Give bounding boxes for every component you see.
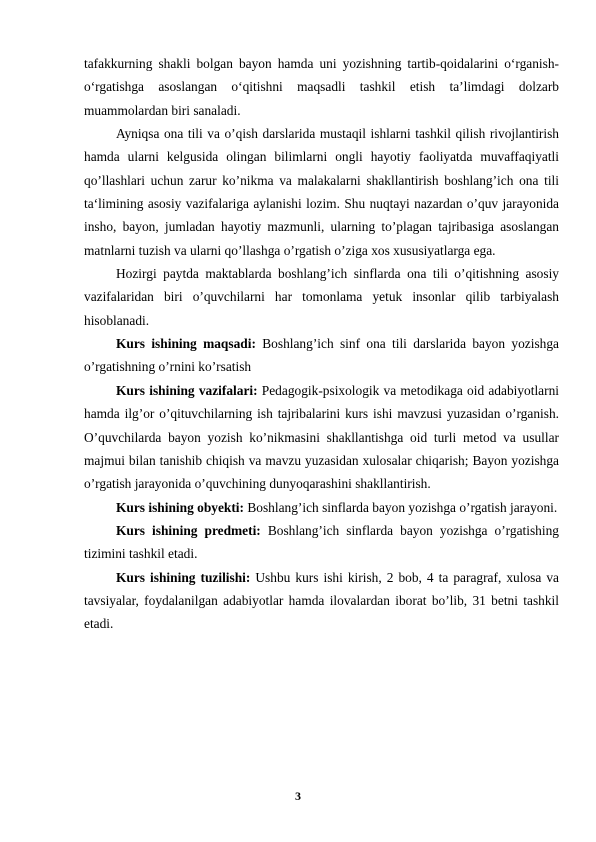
paragraph-text: Boshlang’ich sinflarda bayon yozishga o’rgatishing tizimini tashkil etadi. <box>84 522 559 562</box>
paragraph-course-tasks <box>84 379 559 496</box>
paragraph-heading: Kurs ishining predmeti: <box>116 522 261 538</box>
paragraph-text: tafakkurning shakli bolgan bayon hamda uni yozishning tartib-qoidalarini o‘rganish-o‘rgatishga asoslangan o‘qitishni maqsadli tashkil etish ta’limdagi dolzarb muammolardan biri sanaladi. <box>84 56 559 118</box>
paragraph-course-goal <box>84 332 559 379</box>
paragraph-intro <box>84 52 559 122</box>
paragraph-text: Pedagogik-psixologik va metodikaga oid adabiyotlarni hamda ilg’or o’qituvchilarning ish tajribalarini kurs ishi mavzusi yuzasidan o’rganish. O’quvchilarda bayon yozish ko’nikmasini shakllantishga oid turli metod va usullar majmui bilan tanishib chiqish va mavzu yuzasidan xulosalar chiqarish; Bayon yozishga o’rgatish jarayonida o’quvchining dunyoqarashini shakllantirish. <box>84 382 560 492</box>
paragraph-heading: Kurs ishining maqsadi: <box>116 336 256 352</box>
paragraph-course-subject <box>84 519 559 566</box>
paragraph-heading: Kurs ishining tuzilishi: <box>116 569 251 585</box>
paragraph-course-object <box>84 496 559 519</box>
paragraph-current-tasks <box>84 262 559 332</box>
paragraph-text: Boshlang’ich sinflarda bayon yozishga o’rgatish jarayoni. <box>244 499 558 515</box>
paragraph-heading: Kurs ishining obyekti: <box>116 499 244 515</box>
page-number: 3 <box>295 789 301 803</box>
paragraph-heading: Kurs ishining vazifalari: <box>116 382 258 398</box>
paragraph-independent-work <box>84 122 559 262</box>
paragraph-text: Hozirgi paytda maktablarda boshlang’ich sinflarda ona tili o’qitishning asosiy vazifalaridan biri o’quvchilarni har tomonlama yetuk insonlar qilib tarbiyalash hisoblanadi. <box>84 266 559 328</box>
paragraph-text: Ushbu kurs ishi kirish, 2 bob, 4 ta paragraf, xulosa va tavsiyalar, foydalanilgan adabiyotlar hamda ilovalardan iborat bo’lib, 31 betni tashkil etadi. <box>84 569 559 632</box>
paragraph-course-structure <box>84 566 559 636</box>
paragraph-text: Ayniqsa ona tili va o’qish darslarida mustaqil ishlarni tashkil qilish rivojlantirish hamda ularni kelgusida olingan bilimlarni ongli hayotiy faoliyatda muvaffaqiyatli qo’llashlari uchun zarur ko’nikma va malakalarni shakllantirish boshlang’ich ona tili ta‘limining asosiy vazifalariga aylanishi lozim. Shu nuqtayi nazardan o’quv jarayonida insho, bayon, jumladan hayotiy mazmunli, ularning to’plagan tajribasiga asoslangan matnlarni tuzish va ularni qo’llashga o’rgatish o’ziga xos xususiyatlarga ega. <box>84 126 559 258</box>
document-body <box>84 52 559 636</box>
paragraph-text: Boshlang’ich sinf ona tili darslarida bayon yozishga o’rgatishning o’rnini ko’rsatish <box>84 336 559 375</box>
